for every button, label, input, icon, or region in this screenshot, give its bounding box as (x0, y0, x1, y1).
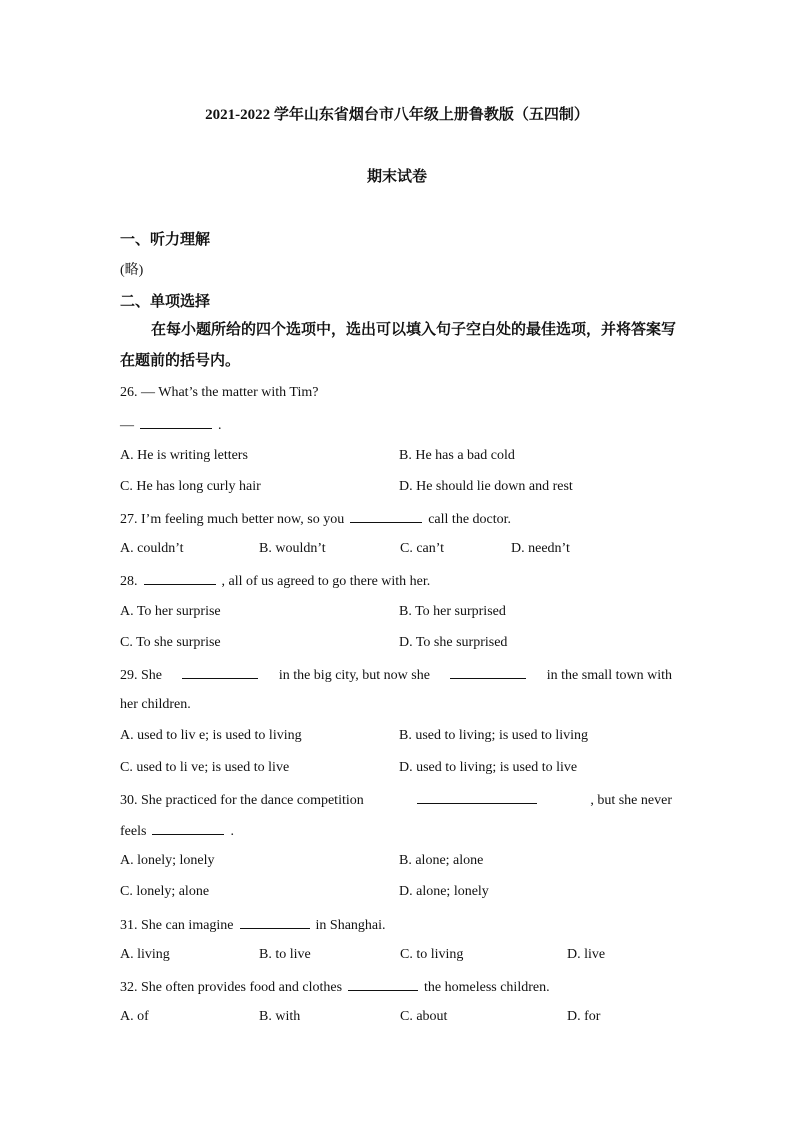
question-26-option-b: B. He has a bad cold (399, 448, 515, 463)
question-29-stem (120, 666, 672, 684)
stem-text: feels (120, 824, 147, 839)
stem-text: the homeless children. (424, 980, 550, 995)
question-28-option-b: B. To her surprised (399, 604, 506, 619)
question-31-option-c: C. to living (400, 947, 464, 962)
question-32-option-c: C. about (400, 1009, 448, 1024)
question-28-option-c: C. To she surprise (120, 635, 221, 650)
answer-blank (144, 572, 216, 585)
question-29-option-a: A. used to liv e; is used to living (120, 728, 302, 743)
document-title: 2021-2022 学年山东省烟台市八年级上册鲁教版（五四制） (205, 107, 589, 123)
section-heading-listening: 一、听力理解 (120, 232, 211, 248)
question-27-option-c: C. can’t (400, 541, 445, 556)
question-26-reply (120, 416, 222, 434)
question-31-stem (120, 916, 386, 934)
question-30-option-a: A. lonely; lonely (120, 853, 215, 868)
question-30-option-d: D. alone; lonely (399, 884, 489, 899)
question-26-option-c: C. He has long curly hair (120, 479, 261, 494)
section-heading-single-choice: 二、单项选择 (120, 294, 211, 310)
answer-blank (152, 822, 224, 835)
stem-text: in Shanghai. (315, 918, 386, 933)
stem-text: 28. (120, 574, 138, 589)
question-29-continuation: her children. (120, 697, 191, 712)
stem-text: 32. She often provides food and clothes (120, 980, 343, 995)
question-30-option-c: C. lonely; alone (120, 884, 210, 899)
question-29-option-b: B. used to living; is used to living (399, 728, 589, 743)
stem-text: 30. She practiced for the dance competition (120, 793, 364, 808)
answer-blank (350, 510, 422, 523)
answer-blank (450, 666, 526, 679)
question-26-option-a: A. He is writing letters (120, 448, 248, 463)
reply-dash: — (120, 418, 134, 433)
answer-blank (182, 666, 258, 679)
stem-text: , but she never (590, 793, 672, 808)
stem-text: in the big city, but now she (278, 668, 430, 683)
answer-blank (140, 416, 212, 429)
question-30-option-b: B. alone; alone (399, 853, 484, 868)
question-27-stem (120, 510, 511, 528)
answer-blank (417, 791, 537, 804)
question-27-option-b: B. wouldn’t (259, 541, 326, 556)
question-31-option-b: B. to live (259, 947, 311, 962)
question-30-continuation (120, 822, 234, 840)
stem-text: in the small town with (546, 668, 672, 683)
stem-text: call the doctor. (428, 512, 512, 527)
question-30-stem (120, 791, 672, 809)
document-subtitle: 期末试卷 (366, 169, 427, 185)
question-32-option-d: D. for (567, 1009, 601, 1024)
question-32-stem (120, 978, 550, 996)
stem-text: 27. I’m feeling much better now, so you (120, 512, 345, 527)
question-27-option-a: A. couldn’t (120, 541, 184, 556)
question-29-option-c: C. used to li ve; is used to live (120, 760, 290, 775)
stem-text: 29. She (120, 668, 162, 683)
question-28-option-d: D. To she surprised (399, 635, 508, 650)
question-26-stem: 26. — What’s the matter with Tim? (120, 385, 319, 400)
answer-blank (240, 916, 310, 929)
answer-blank (348, 978, 418, 991)
reply-period: . (218, 418, 222, 433)
question-26-option-d: D. He should lie down and rest (399, 479, 573, 494)
section-note: (略) (120, 263, 144, 278)
question-32-option-a: A. of (120, 1009, 149, 1024)
stem-text: , all of us agreed to go there with her. (221, 574, 431, 589)
question-28-option-a: A. To her surprise (120, 604, 221, 619)
section-instruction: 在每小题所给的四个选项中，选出可以填入句子空白处的最佳选项，并将答案写在题前的括号内。 (120, 322, 677, 369)
question-29-option-d: D. used to living; is used to live (399, 760, 578, 775)
question-28-stem (120, 572, 430, 590)
question-31-option-a: A. living (120, 947, 170, 962)
question-31-option-d: D. live (567, 947, 606, 962)
question-32-option-b: B. with (259, 1009, 301, 1024)
stem-text: 31. She can imagine (120, 918, 234, 933)
stem-text: . (230, 824, 234, 839)
question-27-option-d: D. needn’t (511, 541, 570, 556)
